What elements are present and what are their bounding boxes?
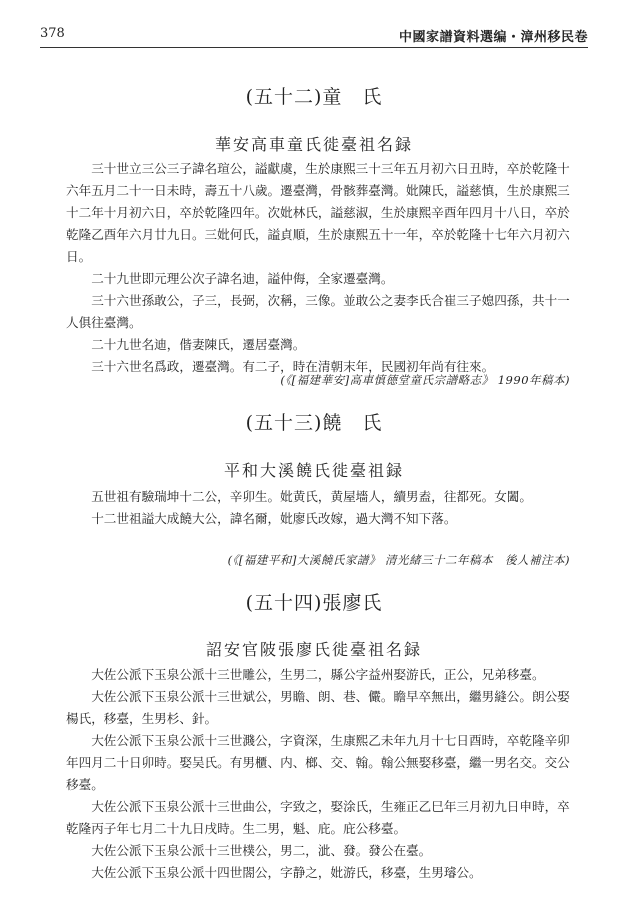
section-body — [66, 158, 572, 378]
section-subheading: 詔安官陂張廖氏徙臺祖名録 — [205, 640, 422, 659]
section-subheading: 華安高車童氏徙臺祖名録 — [214, 135, 413, 154]
paragraph: 三十六世名爲政，遷臺灣。有二子，時在清朝末年，民國初年尚有往來。 — [91, 359, 495, 374]
paragraph: 二十九世即元理公次子諱名迪，謚仲侮，全家遷臺灣。 — [91, 271, 394, 286]
section-subheading: 平和大溪饒氏徙臺祖録 — [223, 461, 404, 480]
paragraph: 二十九世名迪，偕妻陳氏，遷居臺灣。 — [91, 337, 306, 352]
paragraph: 大佐公派下玉泉公派十三世雕公，生男二，縣公字益州娶游氏，正公，兄弟移臺。 — [91, 667, 545, 682]
page-number: 378 — [40, 26, 65, 41]
paragraph: 大佐公派下玉泉公派十四世閤公，字静之，妣游氏，移臺，生男璿公。 — [91, 865, 482, 880]
book-title: 中國家譜資料選编・漳州移民卷 — [398, 30, 588, 45]
source-citation: (《[福建平和]大溪饒氏家譜》 清光緒三十二年稿本 後人補注本) — [227, 553, 570, 567]
section-heading: (五十二)童 氏 — [245, 86, 383, 108]
paragraph: 十二世祖謚大成饒大公，諱名爾，妣廖氏改嫁，過大灣不知下落。 — [91, 511, 457, 526]
paragraph: 五世祖有驗瑞坤十二公，辛卯生。妣黄氏，黄屋墻人，續男盍，往都死。女闔。 — [91, 489, 532, 504]
paragraph: 大佐公派下玉泉公派十三世濺公，字資深，生康熙乙未年九月十七日酉時，卒乾隆辛卯年四月二十日卯時。娶吴氏。有男櫃、内、榔、交、翰。翰公無娶移臺，繼一男名交。交公移臺。 — [66, 733, 570, 792]
section-heading: (五十四)張廖氏 — [245, 592, 383, 614]
section-heading: (五十三)饒 氏 — [245, 412, 383, 434]
page-header — [40, 26, 588, 48]
paragraph: 三十六世孫敢公，子三，長弼，次稱，三像。並敢公之妻李氏合崔三子媳四孫，共十一人俱往臺灣。 — [66, 293, 570, 330]
paragraph: 大佐公派下玉泉公派十三世樸公，男二，泚、發。發公在臺。 — [91, 843, 432, 858]
paragraph: 大佐公派下玉泉公派十三世斌公，男瞻、朗、巷、儼。瞻早卒無出，繼男縫公。朗公娶楊氏，移臺，生男杉、針。 — [66, 689, 570, 726]
paragraph: 三十世立三公三子諱名瑄公，謚獻虞，生於康熙三十三年五月初六日丑時，卒於乾隆十六年五月二十一日未時，壽五十八歲。遷臺灣，骨骸葬臺灣。妣陳氏，謚慈慎，生於康熙三十二年十月初六日，卒於乾隆四年。次妣林氏，謚慈淑，生於康熙辛酉年四月十八日，卒於乾隆乙酉年六月廿九日。三妣何氏，謚貞順，生於康熙五十一年，卒於乾隆十七年六月初六日。 — [66, 161, 570, 264]
section-body — [66, 664, 572, 884]
header-rule — [40, 47, 588, 48]
paragraph: 大佐公派下玉泉公派十三世曲公，字致之，娶涂氏，生雍正乙巳年三月初九日申時，卒乾隆丙子年七月二十九日戌時。生二男，魁、庇。庇公移臺。 — [66, 799, 570, 836]
source-citation: (《[福建華安]高車慎德堂童氏宗譜略志》 1990年稿本) — [280, 373, 570, 387]
section-body — [66, 486, 572, 530]
